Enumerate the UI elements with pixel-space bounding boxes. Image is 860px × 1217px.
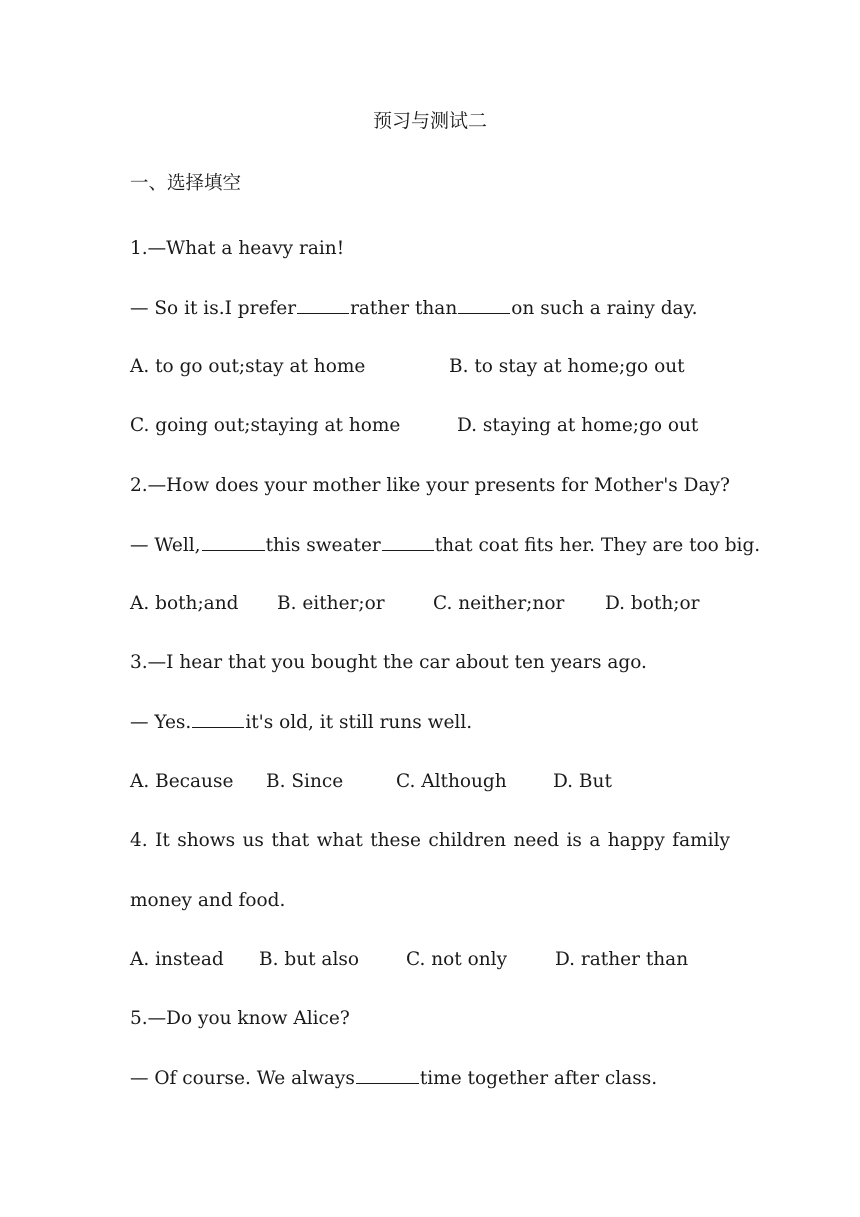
question-1-option-c: C. going out;staying at home [130,415,401,436]
stem-word: what [316,830,363,851]
question-3-option-c: C. Although [396,771,507,792]
question-1-stem: 1.—What a heavy rain! [130,238,345,259]
stem-word: happy [607,830,665,851]
question-2-text-b: this sweater [265,535,381,556]
answer-blank [356,1066,419,1084]
question-2-option-b: B. either;or [277,593,385,614]
answer-blank [382,533,434,551]
question-5-line2 [130,1066,657,1091]
answer-blank [297,296,349,314]
question-2-stem: 2.—How does your mother like your presents for Mother's Day? [130,475,730,496]
answer-blank [192,710,244,728]
question-2-line2 [130,533,760,558]
answer-blank [202,533,265,551]
stem-word: a [589,830,601,851]
question-2-option-c: C. neither;nor [433,593,565,614]
answer-blank [458,296,510,314]
stem-word: shows [177,830,236,851]
section-heading: 一、选择填空 [130,173,242,194]
stem-word: family [672,830,730,851]
question-1-option-a: A. to go out;stay at home [130,356,366,377]
question-1-text-a: — So it is.I prefer [130,298,297,319]
stem-word: is [566,830,582,851]
question-3-stem: 3.—I hear that you bought the car about ten years ago. [130,652,647,673]
stem-word: us [242,830,264,851]
question-3-text-b: it's old, it still runs well. [245,712,473,733]
question-3-option-d: D. But [553,771,612,792]
question-4-stem-continued: money and food. [130,890,286,911]
question-2-text-a: — Well, [130,535,201,556]
question-1-text-b: rather than [350,298,458,319]
stem-word: 4. [130,830,148,851]
page-title: 预习与测试二 [372,110,487,132]
stem-word: children [428,830,507,851]
question-5-stem: 5.—Do you know Alice? [130,1008,350,1029]
question-3-option-b: B. Since [266,771,344,792]
stem-word: need [513,830,560,851]
question-4-option-a: A. instead [130,949,224,970]
question-1-line2 [130,296,697,321]
question-1-option-b: B. to stay at home;go out [449,356,685,377]
question-4-option-c: C. not only [406,949,508,970]
question-2-option-d: D. both;or [605,593,700,614]
question-4-stem [130,829,730,853]
question-3-option-a: A. Because [130,771,234,792]
question-2-text-c: that coat fits her. They are too big. [434,535,761,556]
question-4-option-d: D. rather than [555,949,689,970]
stem-word: these [370,830,421,851]
question-1-text-c: on such a rainy day. [511,298,698,319]
question-3-line2 [130,710,472,735]
stem-word: that [271,830,310,851]
stem-word: It [155,830,170,851]
question-1-option-d: D. staying at home;go out [457,415,699,436]
question-5-text-a: — Of course. We always [130,1068,355,1089]
question-3-text-a: — Yes. [130,712,192,733]
question-2-option-a: A. both;and [130,593,239,614]
question-4-option-b: B. but also [259,949,360,970]
question-5-text-b: time together after class. [419,1068,658,1089]
